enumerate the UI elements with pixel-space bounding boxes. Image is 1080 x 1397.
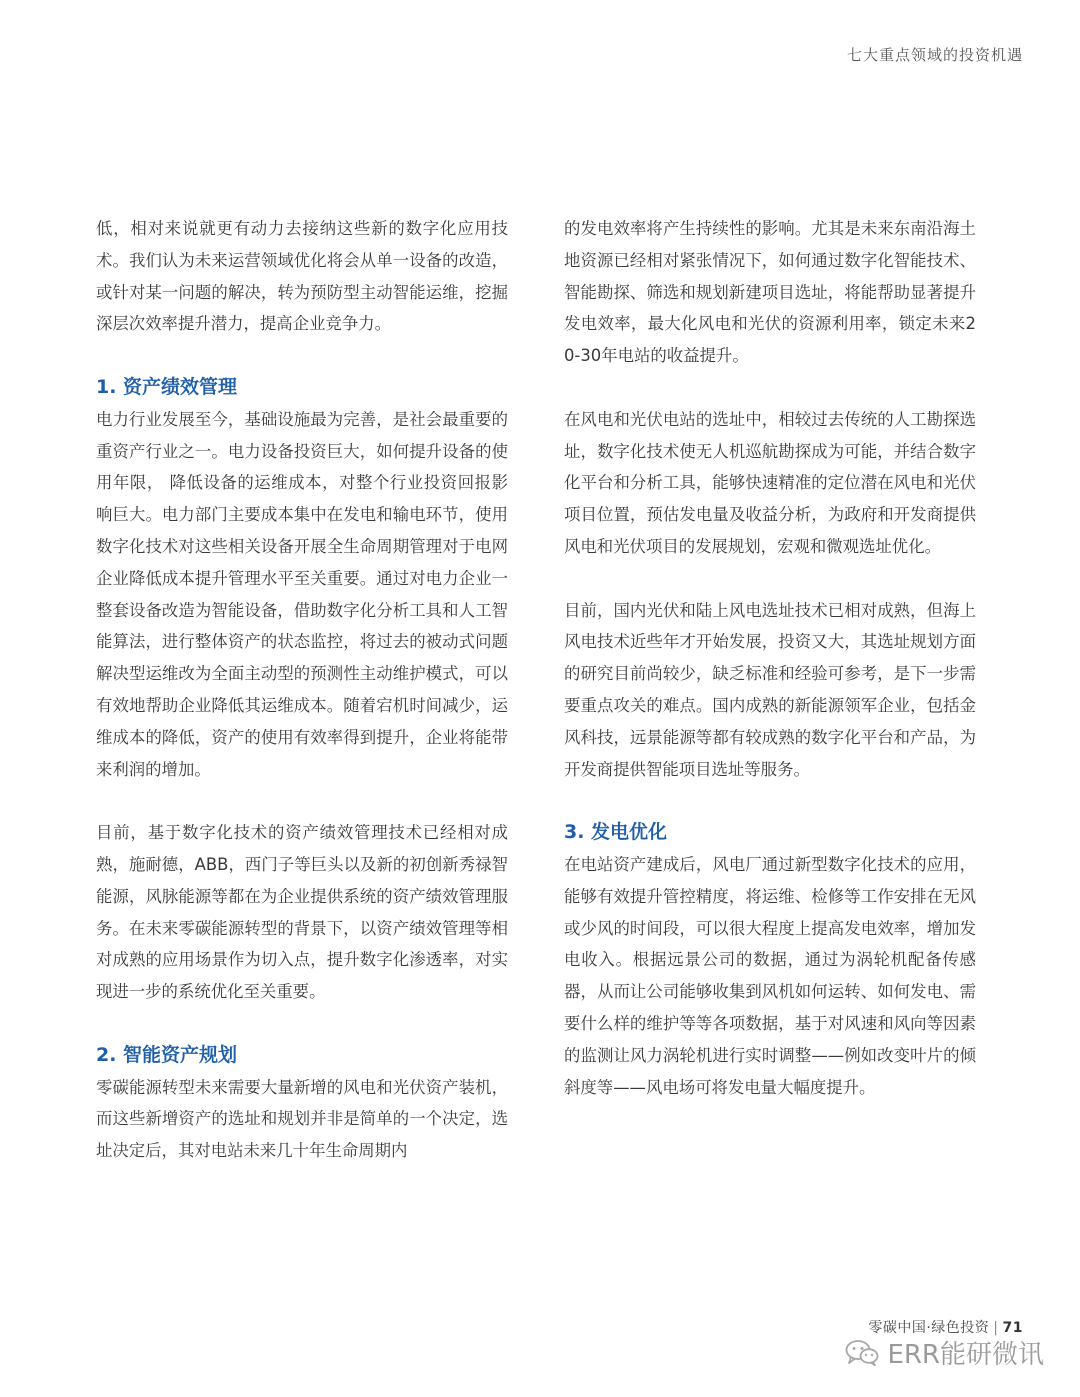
footer-publication-title: 零碳中国·绿色投资	[868, 1320, 990, 1336]
section1-paragraph-2: 目前，基于数字化技术的资产绩效管理技术已经相对成熟，施耐德，ABB，西门子等巨头以及新的初创新秀禄智能源，风脉能源等都在为企业提供系统的资产绩效管理服务。在未来零碳能源转型的背景下，以资产绩效管理等相对成熟的应用场景作为切入点，提升数字化渗透率，对实现进一步的系统优化至关重要。	[96, 823, 508, 1002]
section2-paragraph-1: 零碳能源转型未来需要大量新增的风电和光伏资产装机，而这些新增资产的选址和规划并非是简单的一个决定，选址决定后，其对电站未来几十年生命周期内	[96, 1077, 508, 1161]
watermark	[845, 1334, 1044, 1371]
section3-paragraph-1: 在电站资产建成后，风电厂通过新型数字化技术的应用，能够有效提升管控精度，将运维、检修等工作安排在无风或少风的时间段，可以很大程度上提高发电效率，增加发电收入。根据远景公司的数据，通过为涡轮机配备传感器，从而让公司能够收集到风机如何运转、如何发电、需要什么样的维护等等各项数据，基于对风速和风向等因素的监测让风力涡轮机进行实时调整——例如改变叶片的倾斜度等——风电场可将发电量大幅度提升。	[564, 854, 976, 1097]
section2-paragraph-continued: 的发电效率将产生持续性的影响。尤其是未来东南沿海土地资源已经相对紧张情况下，如何通过数字化智能技术、智能勘探、筛选和规划新建项目选址，将能帮助显著提升发电效率，最大化风电和光伏的资源利用率，锁定未来20-30年电站的收益提升。	[564, 219, 976, 366]
paragraph-spacer	[564, 563, 976, 595]
intro-paragraph: 低，相对来说就更有动力去接纳这些新的数字化应用技术。我们认为未来运营领域优化将会从单一设备的改造，或针对某一问题的解决，转为预防型主动智能运维，挖掘深层次效率提升潜力，提高企业竞争力。	[96, 219, 508, 334]
site-selection-paragraph: 在风电和光伏电站的选址中，相较过去传统的人工勘探选址，数字化技术使无人机巡航勘探成为可能，并结合数字化平台和分析工具，能够快速精准的定位潜在风电和光伏项目位置，预估发电量及收益分析，为政府和开发商提供风电和光伏项目的发展规划，宏观和微观选址优化。	[564, 409, 976, 556]
section-heading-generation-optimization: 3. 发电优化	[564, 821, 668, 844]
watermark-text: ERR能研微讯	[887, 1340, 1044, 1370]
page-number: 71	[1002, 1320, 1023, 1336]
offshore-wind-paragraph: 目前，国内光伏和陆上风电选址技术已相对成熟，但海上风电技术近些年才开始发展，投资又大，其选址规划方面的研究目前尚较少，缺乏标准和经验可参考，是下一步需要重点攻关的难点。国内成熟的新能源领军企业，包括金风科技，远景能源等都有较成熟的数字化平台和产品，为开发商提供智能项目选址等服务。	[564, 600, 976, 779]
paragraph-spacer	[96, 785, 508, 817]
section1-paragraph-1: 电力行业发展至今，基础设施最为完善，是社会最重要的重资产行业之一。电力设备投资巨大，如何提升设备的使用年限， 降低设备的运维成本，对整个行业投资回报影响巨大。电力部门主要成本集中在发电和输电环节，使用数字化技术对这些相关设备开展全生命周期管理对于电网企业降低成本提升管理水平至关重要。通过对电力企业一整套设备改造为智能设备，借助数字化分析工具和人工智能算法，进行整体资产的状态监控，将过去的被动式问题解决型运维改为全面主动型的预测性主动维护模式，可以有效地帮助企业降低其运维成本。随着宕机时间减少，运维成本的降低，资产的使用有效率得到提升，企业将能带来利润的增加。	[96, 409, 508, 779]
wechat-icon	[845, 1339, 879, 1367]
paragraph-spacer	[96, 1008, 508, 1040]
running-header-title: 七大重点领域的投资机遇	[846, 46, 1023, 64]
paragraph-spacer	[96, 340, 508, 372]
paragraph-spacer	[564, 372, 976, 404]
right-column	[564, 213, 976, 1103]
left-column	[96, 213, 508, 1167]
section-heading-asset-performance: 1. 资产绩效管理	[96, 375, 238, 398]
section-heading-smart-asset-planning: 2. 智能资产规划	[96, 1043, 238, 1066]
paragraph-spacer	[564, 785, 976, 817]
footer-separator: |	[993, 1320, 999, 1336]
